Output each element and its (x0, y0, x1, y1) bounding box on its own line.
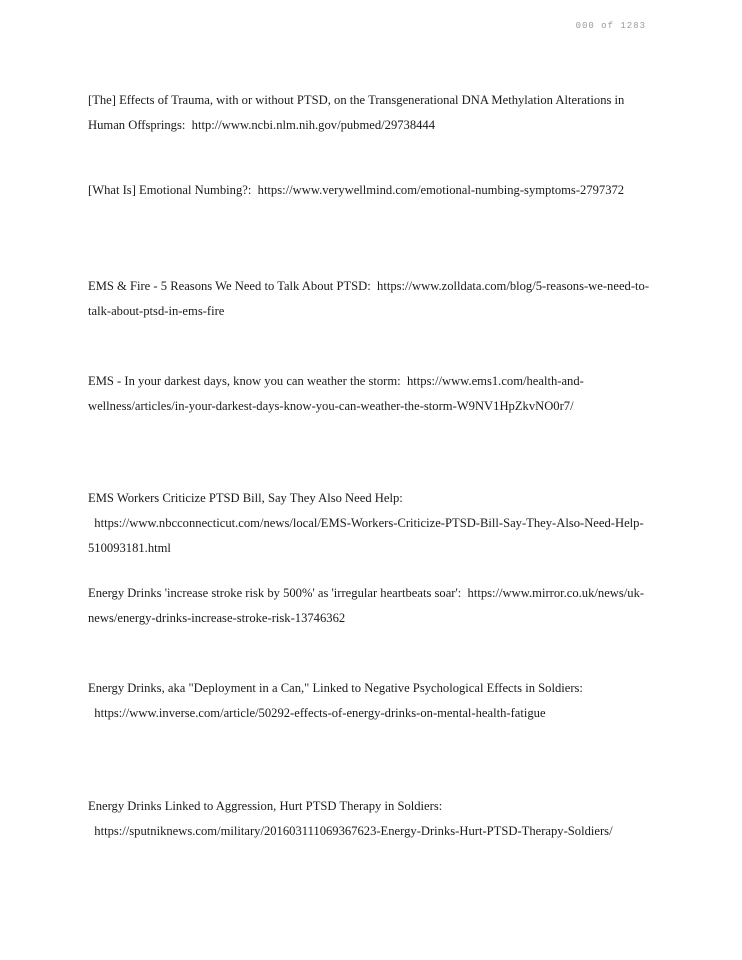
reference-url[interactable]: https://sputniknews.com/military/201603111069367623-Energy-Drinks-Hurt-PTSD-Therapy-Soldiers/ (94, 824, 613, 838)
reference-url[interactable]: https://www.inverse.com/article/50292-effects-of-energy-drinks-on-mental-health-fatigue (94, 706, 546, 720)
reference-entry (88, 88, 660, 138)
reference-entry (88, 369, 660, 419)
reference-entry (88, 676, 660, 726)
reference-url[interactable]: https://www.zolldata.com/blog/5-reasons-we-need-to-talk-about-ptsd-in-ems-fire (88, 279, 650, 318)
reference-entry (88, 486, 660, 561)
reference-title: Energy Drinks 'increase stroke risk by 500%' as 'irregular heartbeats soar': (88, 586, 462, 600)
reference-title: [What Is] Emotional Numbing?: (88, 183, 252, 197)
reference-entry (88, 581, 660, 631)
reference-title: EMS & Fire - 5 Reasons We Need to Talk About PTSD: (88, 279, 371, 293)
reference-url[interactable]: https://www.nbcconnecticut.com/news/local/EMS-Workers-Criticize-PTSD-Bill-Say-They-Also-Need-Help-510093181.html (88, 516, 644, 555)
reference-title: Energy Drinks, aka "Deployment in a Can," Linked to Negative Psychological Effects in Soldiers: (88, 681, 583, 695)
reference-title: EMS Workers Criticize PTSD Bill, Say They Also Need Help: (88, 491, 403, 505)
reference-title: [The] Effects of Trauma, with or without PTSD, on the Transgenerational DNA Methylation Alterations in Human Offsprings: (88, 93, 625, 132)
reference-list (88, 88, 660, 838)
reference-entry (88, 178, 660, 203)
reference-url[interactable]: http://www.ncbi.nlm.nih.gov/pubmed/29738444 (191, 118, 436, 132)
reference-url[interactable]: https://www.mirror.co.uk/news/uk-news/energy-drinks-increase-stroke-risk-13746362 (88, 586, 645, 625)
reference-title: Energy Drinks Linked to Aggression, Hurt PTSD Therapy in Soldiers: (88, 799, 443, 813)
reference-title: EMS - In your darkest days, know you can weather the storm: (88, 374, 401, 388)
reference-url[interactable]: https://www.verywellmind.com/emotional-numbing-symptoms-2797372 (257, 183, 625, 197)
reference-entry (88, 274, 660, 324)
reference-entry (88, 794, 660, 844)
page-number: 000 of 1283 (575, 21, 646, 31)
reference-url[interactable]: https://www.ems1.com/health-and-wellness/articles/in-your-darkest-days-know-you-can-weather-the-storm-W9NV1HpZkvNO0r7/ (88, 374, 584, 413)
